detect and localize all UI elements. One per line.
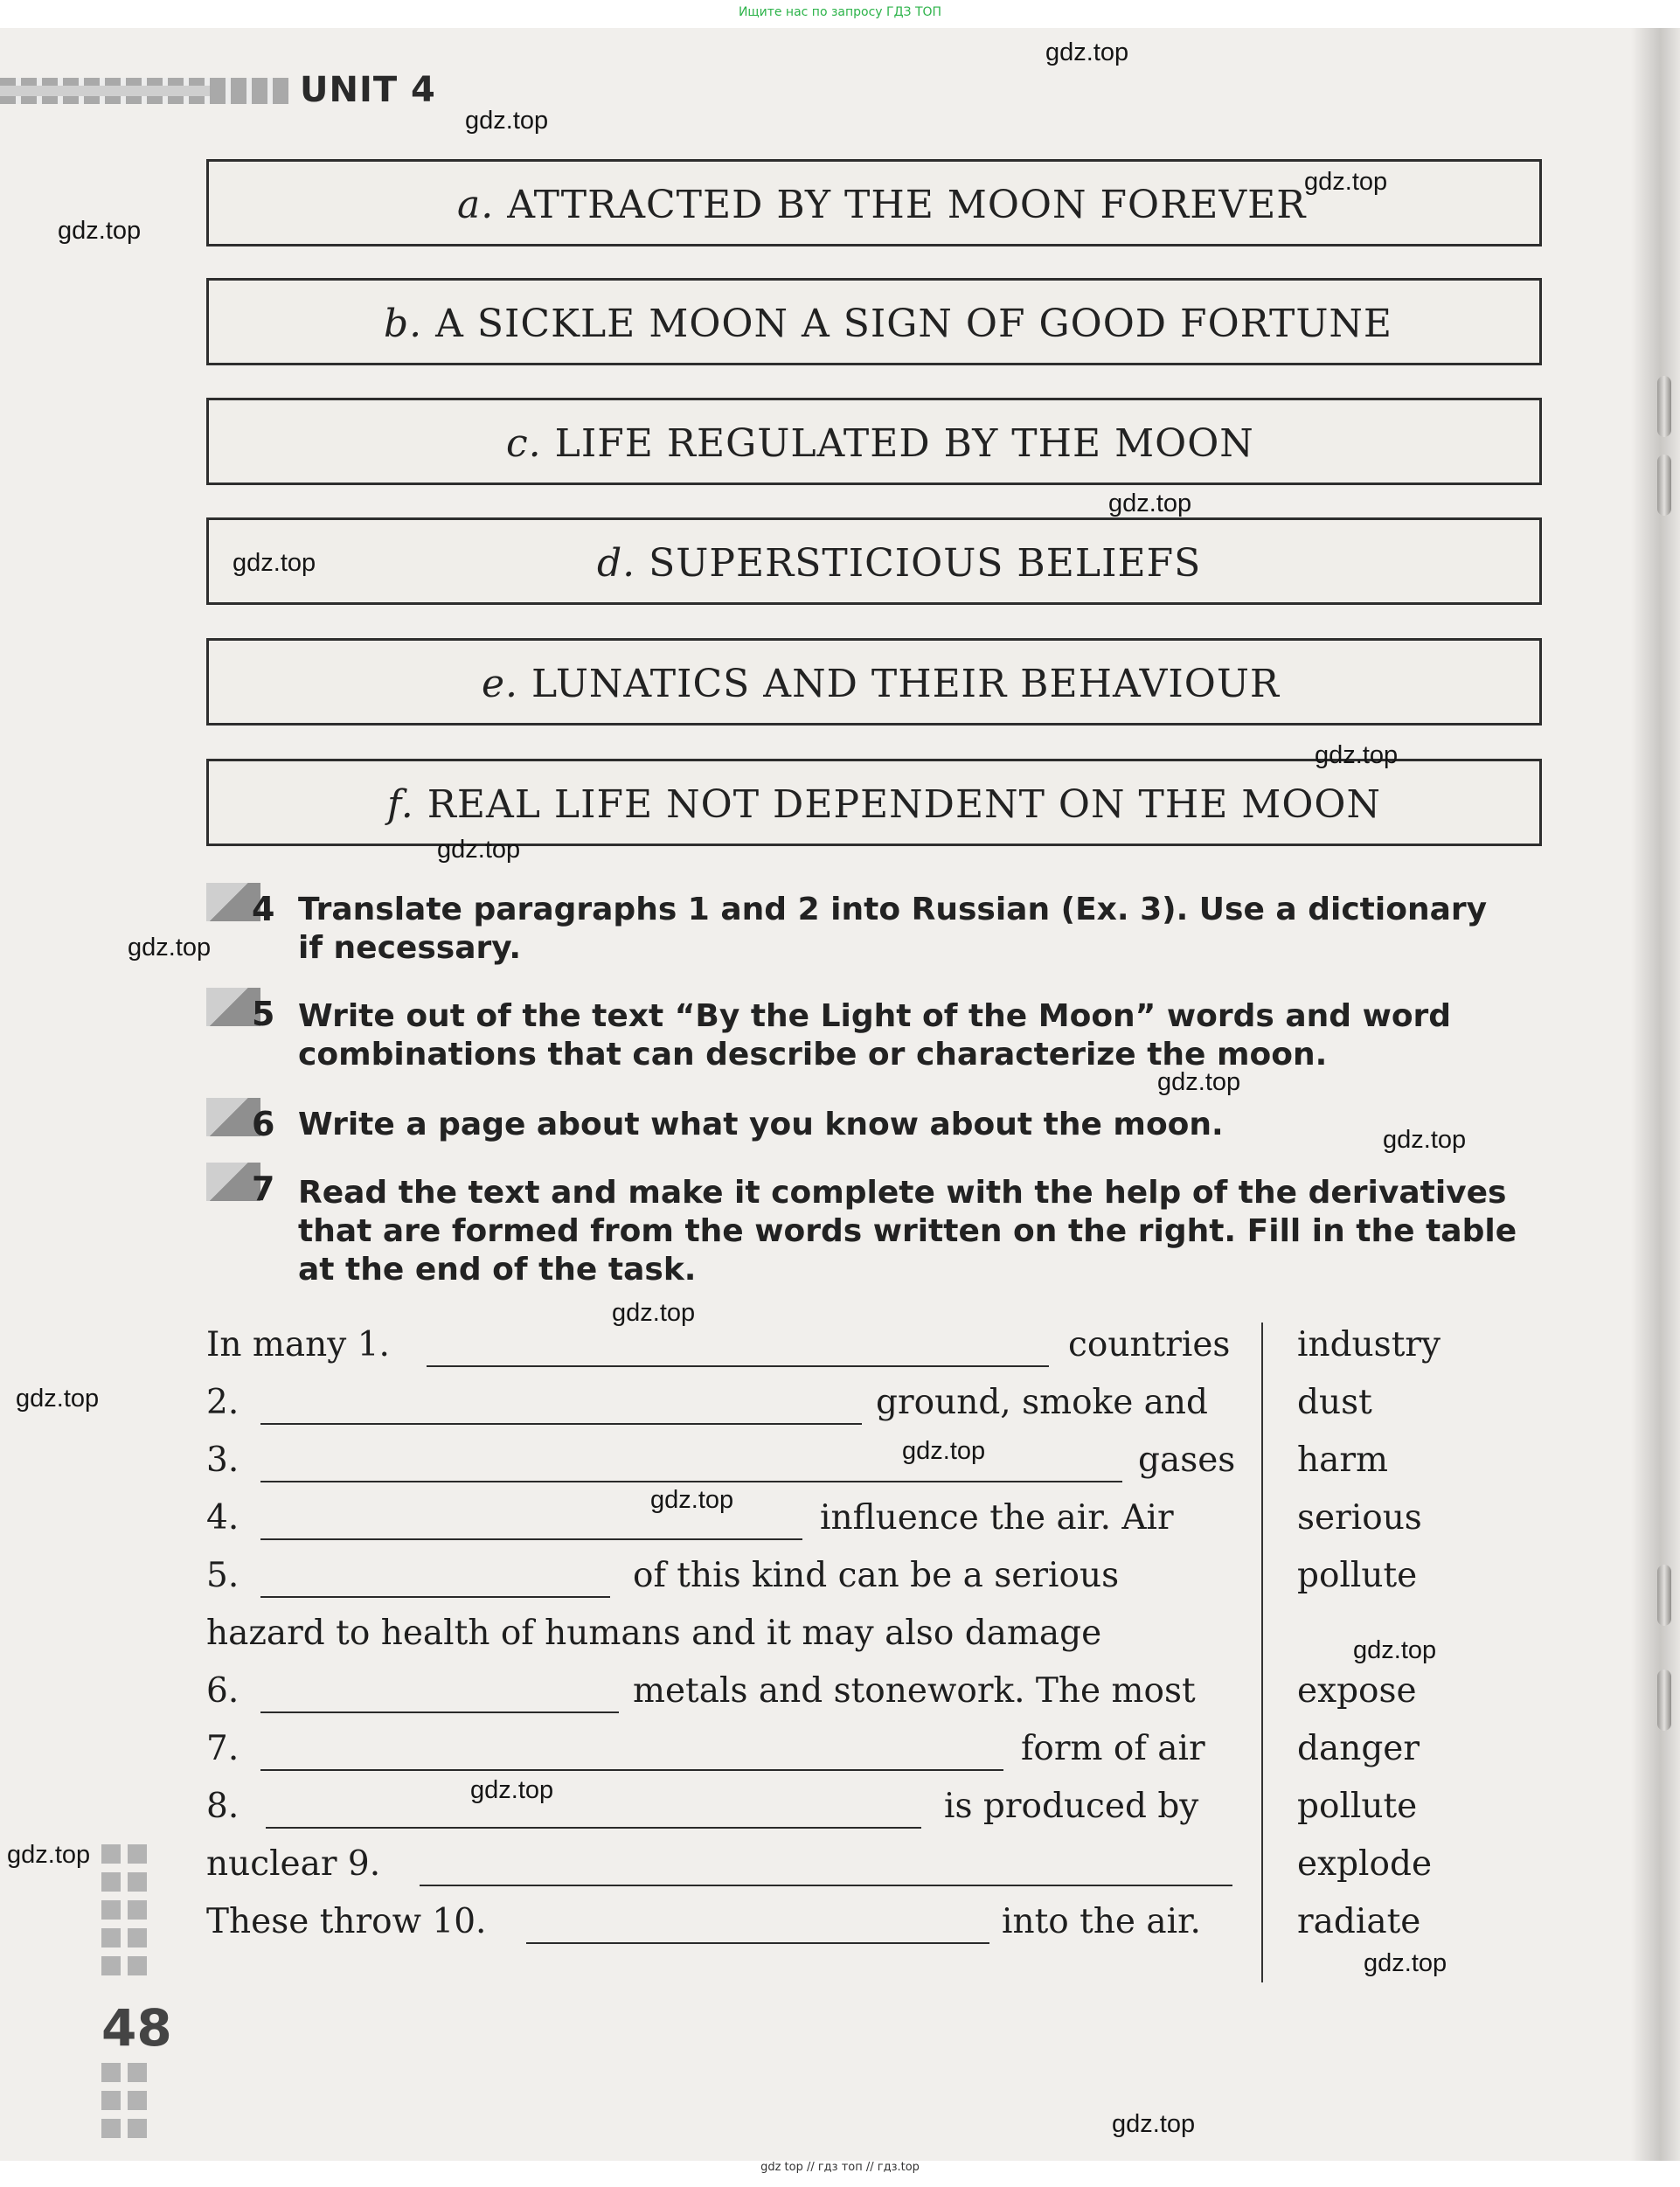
heading-letter: a. (457, 183, 495, 227)
gap-line-prefix: nuclear 9. (206, 1844, 381, 1884)
answer-blank-4[interactable] (260, 1538, 802, 1540)
heading-label: ATTRACTED BY THE MOON FOREVER (494, 183, 1307, 227)
root-word: radiate (1297, 1902, 1421, 1941)
heading-label: LUNATICS AND THEIR BEHAVIOUR (518, 662, 1281, 706)
watermark: gdz.top (1045, 38, 1129, 66)
exercise-instruction: at the end of the task. (298, 1252, 697, 1288)
heading-label: A SICKLE MOON A SIGN OF GOOD FORTUNE (422, 302, 1393, 346)
root-word: explode (1297, 1844, 1433, 1884)
watermark: gdz.top (1364, 1949, 1447, 1977)
heading-label: SUPERSTICIOUS BELIEFS (635, 541, 1202, 586)
answer-blank-1[interactable] (427, 1365, 1049, 1367)
gap-line-suffix: countries (1068, 1325, 1231, 1364)
heading-letter: d. (597, 541, 636, 586)
answer-blank-6[interactable] (260, 1711, 619, 1713)
gap-line-prefix: In many 1. (206, 1325, 390, 1364)
gap-line-suffix: ground, smoke and (876, 1383, 1209, 1422)
exercise-instruction: Write a page about what you know about the moon. (298, 1107, 1224, 1142)
unit-stripes-decoration (0, 78, 288, 104)
decoration-square (128, 1900, 147, 1920)
decoration-square (128, 1956, 147, 1975)
gap-line-suffix: influence the air. Air (820, 1498, 1174, 1538)
watermark: gdz.top (1157, 1068, 1241, 1096)
gap-line-suffix: into the air. (1002, 1902, 1201, 1941)
heading-box-b (206, 278, 1542, 365)
exercise-number: 6 (252, 1105, 275, 1143)
decoration-square (101, 2091, 121, 2110)
watermark: gdz.top (1304, 168, 1388, 196)
watermark: gdz.top (437, 836, 521, 864)
decoration-square (101, 1844, 121, 1864)
decoration-square (128, 1872, 147, 1892)
heading-text (387, 782, 1381, 827)
heading-letter: f. (387, 782, 414, 827)
decoration-square (128, 2063, 147, 2082)
unit-title: UNIT 4 (300, 70, 436, 110)
gap-line-suffix: gases (1138, 1441, 1236, 1480)
heading-letter: b. (384, 302, 423, 346)
gap-line-prefix: 5. (206, 1556, 240, 1595)
heading-text (597, 541, 1201, 586)
gap-line-prefix: 6. (206, 1671, 240, 1711)
gap-line-prefix: 2. (206, 1383, 240, 1422)
binder-ring (1657, 376, 1671, 437)
root-word: danger (1297, 1729, 1420, 1768)
heading-label: LIFE REGULATED BY THE MOON (541, 421, 1254, 466)
answer-blank-3[interactable] (260, 1481, 1122, 1482)
decoration-square (128, 1928, 147, 1947)
exercise-number: 5 (252, 995, 275, 1033)
root-word: serious (1297, 1498, 1422, 1538)
gap-line-prefix: These throw 10. (206, 1902, 487, 1941)
decoration-square (101, 1872, 121, 1892)
exercise-instruction: Read the text and make it complete with the help of the derivatives (298, 1175, 1507, 1211)
binder-ring (1657, 455, 1671, 516)
heading-label: REAL LIFE NOT DEPENDENT ON THE MOON (413, 782, 1381, 827)
gap-line-prefix: 8. (206, 1787, 240, 1826)
answer-blank-9[interactable] (420, 1885, 1232, 1886)
watermark: gdz.top (128, 934, 212, 962)
heading-box-d (206, 517, 1542, 605)
root-word: dust (1297, 1383, 1372, 1422)
watermark: gdz.top (470, 1776, 554, 1804)
root-word: harm (1297, 1441, 1388, 1480)
watermark: gdz.top (1108, 489, 1192, 517)
heading-box-e (206, 638, 1542, 726)
answer-blank-8[interactable] (266, 1827, 921, 1829)
heading-letter: e. (482, 662, 519, 706)
text-line: hazard to health of humans and it may also damage (206, 1614, 1102, 1653)
exercise-number: 4 (252, 890, 275, 928)
watermark: gdz.top (1112, 2110, 1196, 2138)
answer-blank-10[interactable] (526, 1942, 989, 1944)
gap-line-prefix: 3. (206, 1441, 240, 1480)
root-word: industry (1297, 1325, 1441, 1364)
watermark: gdz.top (1315, 741, 1399, 769)
decoration-square (101, 1928, 121, 1947)
column-divider (1261, 1323, 1263, 1982)
gap-line-suffix: of this kind can be a serious (633, 1556, 1120, 1595)
answer-blank-2[interactable] (260, 1423, 862, 1425)
decoration-square (101, 2119, 121, 2138)
watermark: gdz.top (58, 217, 142, 245)
gap-line-prefix: 7. (206, 1729, 240, 1768)
watermark: gdz.top (650, 1486, 734, 1514)
page-number: 48 (101, 1998, 172, 2058)
heading-text (482, 662, 1280, 706)
watermark: gdz.top (7, 1841, 91, 1869)
watermark: gdz.top (902, 1437, 986, 1465)
exercise-instruction: combinations that can describe or characterize the moon. (298, 1037, 1328, 1073)
gap-line-suffix: form of air (1021, 1729, 1205, 1768)
top-banner[interactable]: Ищите нас по запросу ГДЗ ТОП (738, 5, 942, 19)
exercise-instruction: that are formed from the words written on the right. Fill in the table (298, 1213, 1517, 1249)
decoration-square (128, 2091, 147, 2110)
root-word: expose (1297, 1671, 1417, 1711)
decoration-square (101, 1956, 121, 1975)
binder-ring (1657, 1565, 1671, 1626)
heading-text (457, 183, 1306, 227)
heading-text (506, 421, 1254, 466)
watermark: gdz.top (233, 549, 316, 577)
bottom-banner[interactable]: gdz top // гдз топ // гдз.top (760, 2161, 920, 2174)
watermark: gdz.top (465, 107, 549, 135)
gap-line-suffix: is produced by (944, 1787, 1199, 1826)
heading-box-f (206, 759, 1542, 846)
watermark: gdz.top (612, 1299, 696, 1327)
watermark: gdz.top (1383, 1126, 1467, 1154)
root-word: pollute (1297, 1556, 1418, 1595)
exercise-instruction: Translate paragraphs 1 and 2 into Russian (Ex. 3). Use a dictionary (298, 892, 1488, 927)
exercise-instruction: if necessary. (298, 930, 522, 966)
decoration-square (101, 2063, 121, 2082)
watermark: gdz.top (1353, 1636, 1437, 1664)
heading-box-c (206, 398, 1542, 485)
decoration-square (128, 1844, 147, 1864)
heading-letter: c. (506, 421, 542, 466)
exercise-instruction: Write out of the text “By the Light of the Moon” words and word (298, 998, 1452, 1034)
binder-ring (1657, 1670, 1671, 1731)
decoration-square (101, 1900, 121, 1920)
answer-blank-5[interactable] (260, 1596, 610, 1598)
heading-text (384, 302, 1392, 346)
answer-blank-7[interactable] (260, 1769, 1003, 1771)
root-word: pollute (1297, 1787, 1418, 1826)
exercise-number: 7 (252, 1170, 275, 1208)
page-edge (1631, 28, 1680, 2161)
decoration-square (128, 2119, 147, 2138)
gap-line-suffix: metals and stonework. The most (633, 1671, 1196, 1711)
gap-line-prefix: 4. (206, 1498, 240, 1538)
watermark: gdz.top (16, 1385, 100, 1413)
